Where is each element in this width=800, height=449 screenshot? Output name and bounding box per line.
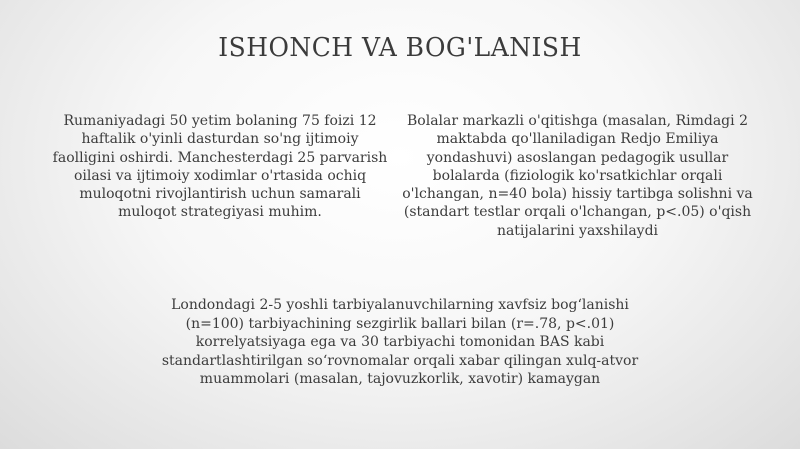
paragraph-bottom: Londondagi 2-5 yoshli tarbiyalanuvchilarning xavfsiz bog‘lanishi (n=100) tarbiyachining sezgirlik ballari bilan (r=.78, p<.01) korrelyatsiyaga ega va 30 tarbiyachi tomonidan BAS kabi standartlashtirilgan so‘rovnomalar orqali xabar qilingan xulq-atvor muammolari (masalan, tajovuzkorlik, xavotir) kamaygan bbox=[161, 297, 639, 387]
slide-title: ISHONCH VA BOG'LANISH bbox=[218, 33, 582, 63]
paragraph-right: Bolalar markazli o'qitishga (masalan, Rimdagi 2 maktabda qo'llaniladigan Redjo Emiliya yondashuvi) asoslangan pedagogik usullar bolalarda (fiziologik ko'rsatkichlar orqali o'lchangan, n=40 bola) hissiy tartibga solishni va (standart testlar orqali o'lchangan, p<.05) o'qish natijalarini yaxshilaydi bbox=[402, 113, 753, 239]
paragraph-left: Rumaniyadagi 50 yetim bolaning 75 foizi 12 haftalik o'yinli dasturdan so'ng ijtimoiy faolligini oshirdi. Manchesterdagi 25 parvarish oilasi va ijtimoiy xodimlar o'rtasida ochiq muloqotni rivojlantirish uchun samarali muloqot strategiyasi muhim. bbox=[52, 113, 388, 221]
